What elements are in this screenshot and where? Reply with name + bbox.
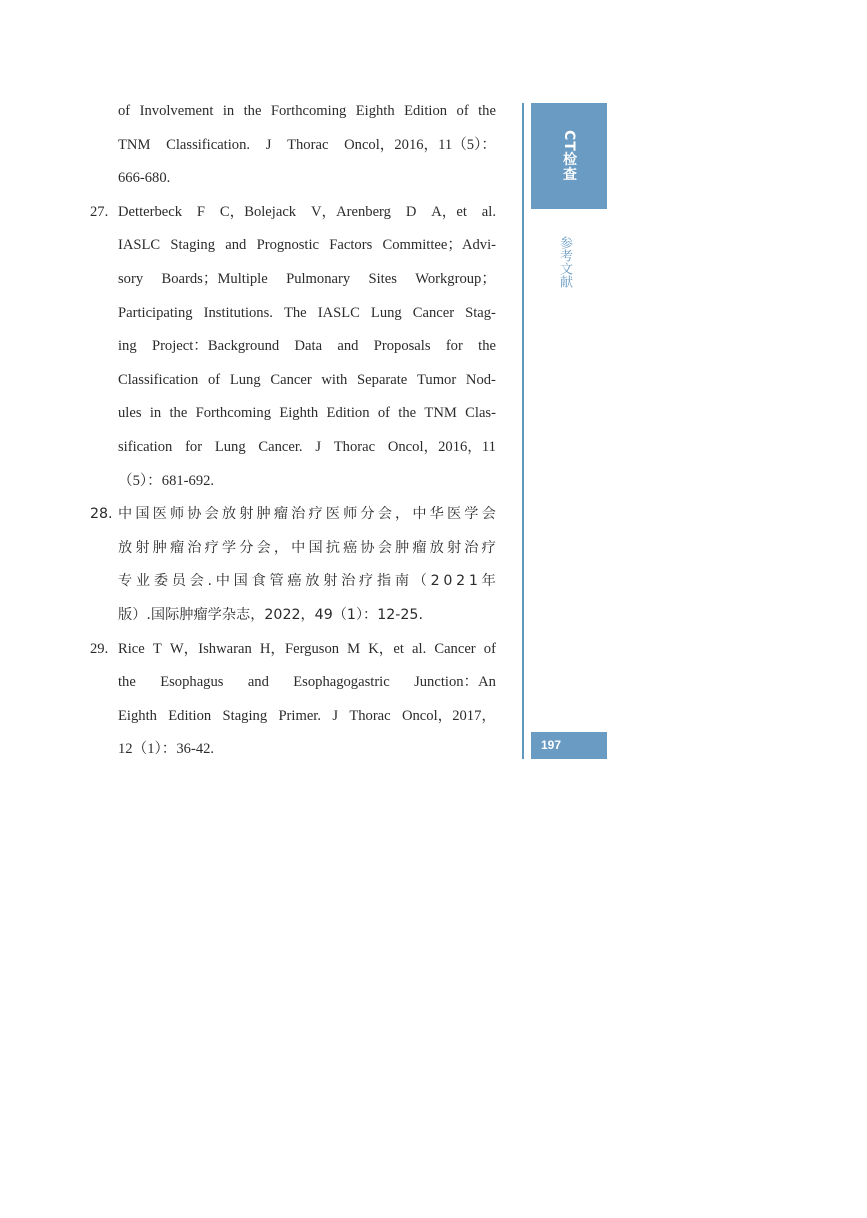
- reference-line: 12（1）：36-42.: [118, 741, 215, 758]
- reference-line: Classification of Lung Cancer with Separate Tumor Nod-: [118, 371, 496, 388]
- reference-line: Participating Institutions. The IASLC Lung Cancer Stag-: [118, 304, 496, 321]
- reference-line: of Involvement in the Forthcoming Eighth Edition of the: [118, 103, 496, 119]
- reference-line: （5）：681-692.: [118, 472, 215, 489]
- page-number: 197: [531, 732, 607, 759]
- chapter-tab: [531, 103, 607, 209]
- margin-divider: [522, 103, 524, 759]
- reference-line: 666-680.: [118, 170, 171, 187]
- section-title: 参考文献: [557, 236, 572, 288]
- reference-line: ules in the Forthcoming Eighth Edition of the TNM Clas-: [118, 405, 496, 422]
- reference-line: sification for Lung Cancer. J Thorac Oncol，2016，11: [118, 438, 496, 455]
- reference-line: 专 业 委 员 会 . 中 国 食 管 癌 放 射 治 疗 指 南 （ 2 0 2 1 年: [118, 573, 496, 590]
- reference-line: 28. 中 国 医 师 协 会 放 射 肿 瘤 治 疗 医 师 分 会 ， 中 华 医 学 会: [90, 498, 496, 532]
- chapter-title: CT检查: [561, 130, 577, 182]
- reference-line: sory Boards；Multiple Pulmonary Sites Workgroup；: [118, 270, 496, 287]
- reference-list: [90, 95, 496, 767]
- reference-line: Eighth Edition Staging Primer. J Thorac Oncol，2017，: [118, 707, 496, 724]
- reference-line: 版）.国际肿瘤学杂志，2022，49（1）：12-25.: [118, 606, 423, 623]
- reference-line: 27. Detterbeck F C，Bolejack V，Arenberg D A，et al.: [90, 196, 496, 230]
- reference-number: 28.: [90, 506, 113, 523]
- reference-number: 27.: [90, 203, 109, 220]
- reference-line: IASLC Staging and Prognostic Factors Committee；Advi-: [118, 237, 496, 254]
- reference-line: 放 射 肿 瘤 治 疗 学 分 会 ， 中 国 抗 癌 协 会 肿 瘤 放 射 治 疗: [118, 539, 496, 556]
- reference-line: TNM Classification. J Thorac Oncol，2016，11（5）：: [118, 136, 496, 153]
- reference-number: 29.: [90, 640, 109, 657]
- reference-line: the Esophagus and Esophagogastric Junction：An: [118, 674, 496, 691]
- reference-line: 29. Rice T W，Ishwaran H，Ferguson M K，et al. Cancer of: [90, 633, 496, 667]
- reference-line: ing Project：Background Data and Proposals for the: [118, 338, 496, 355]
